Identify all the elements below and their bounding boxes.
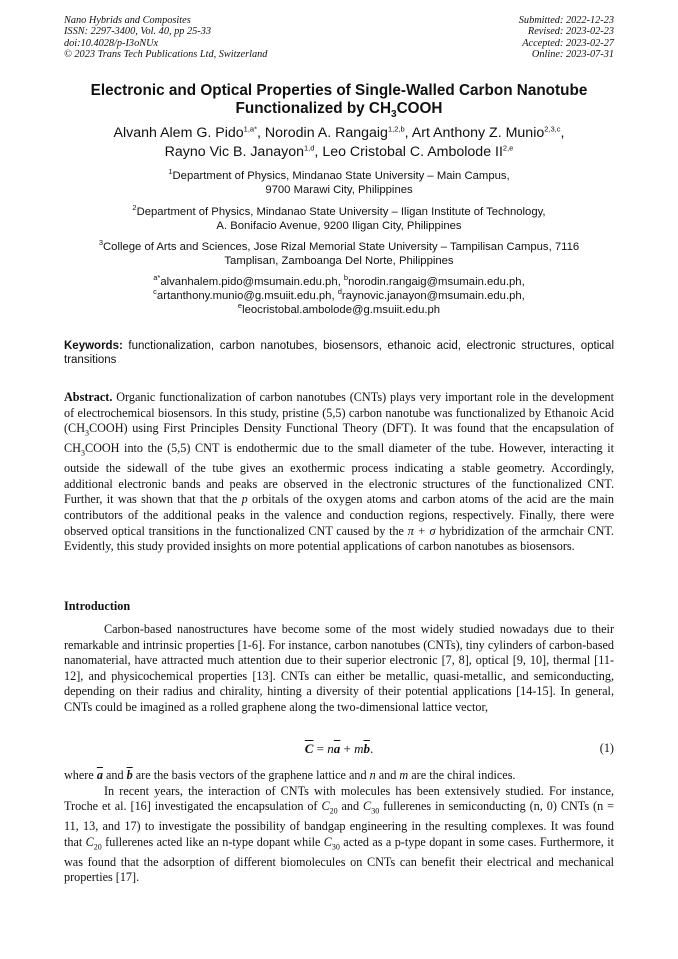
- intro-paragraph-1: Carbon-based nanostructures have become some of the most widely studied nowadays due to their remarkable and intrinsic properties [1-6]. For instance, carbon nanotubes (CNTs), tiny cylinders of carbon-based nanomaterial, have attracted much attention due to their superior electronic [7, 8], optical [9, 10], thermal [11-12], and physicochemical properties [13]. CNTs can either be metallic, quasi-metallic, and semiconducting, depending on their radius and chirality, hinting a diversity of their potential applications [14-15]. In general, CNTs could be imagined as a rolled graphene along the two-dimensional lattice vector,: [64, 622, 614, 714]
- abstract: [64, 390, 614, 555]
- title-text-end: COOH: [396, 100, 443, 117]
- author-name: Norodin A. Rangaig: [264, 125, 388, 141]
- abstract-math: π + σ: [407, 523, 436, 538]
- keywords-text: functionalization, carbon nanotubes, biosensors, ethanoic acid, electronic structures, optical transitions: [64, 340, 614, 367]
- text: fullerenes in semiconducting (n, 0) CNTs (n = 11, 13, and 17) to investigate the possibility of bandgap engineering in the resulting complexes. It was found that: [64, 799, 614, 849]
- math-m: m: [399, 768, 409, 782]
- email-line-3: [50, 303, 628, 317]
- equation-period: .: [370, 741, 374, 756]
- email-mark: a*: [153, 273, 161, 283]
- email-link[interactable]: raynovic.janayon@msumain.edu.ph,: [341, 290, 525, 303]
- equation-body: [64, 741, 614, 757]
- email-link[interactable]: leocristobal.ambolode@g.msuiit.edu.ph: [242, 304, 441, 317]
- math-subscript: 30: [371, 806, 380, 816]
- author-affiliation-mark: 1,d: [303, 143, 315, 153]
- author-separator: ,: [257, 125, 265, 141]
- email-link[interactable]: artanthony.munio@g.msuiit.edu.ph,: [156, 290, 338, 303]
- equation-equals: =: [313, 741, 328, 756]
- affiliation-1: [50, 169, 628, 197]
- email-mark: d: [337, 287, 342, 297]
- text: and: [102, 768, 127, 782]
- text: are the chiral indices.: [408, 768, 516, 782]
- author-name: Leo Cristobal C. Ambolode II: [322, 144, 503, 160]
- author-affiliation-mark: 1,a*: [243, 124, 258, 134]
- author-affiliation-mark: 2,e: [502, 143, 514, 153]
- journal-copyright: © 2023 Trans Tech Publications Ltd, Switzerland: [64, 48, 268, 60]
- math-n: n: [369, 768, 376, 782]
- author-separator: ,: [560, 125, 565, 141]
- author-affiliation-mark: 2,3,c: [544, 124, 561, 134]
- abstract-subscript: 3: [85, 428, 89, 438]
- affiliation-2: [50, 205, 628, 233]
- affiliation-mark: 1: [168, 167, 173, 177]
- email-mark: b: [343, 273, 349, 283]
- math-c30: C: [363, 799, 372, 814]
- vector-c: $\overline{C}$: [304, 741, 314, 756]
- abstract-text: Organic functionalization of carbon nanotubes (CNTs) plays very important role in the development of electrochemical biosensors. In this study, pristine (5,5) carbon nanotube was functionalized by Ethanoic Acid (CH: [64, 390, 614, 436]
- affiliation-text: Department of Physics, Mindanao State University – Iligan Institute of Technology,: [136, 206, 546, 218]
- journal-info: [64, 15, 267, 60]
- author-separator: ,: [404, 125, 412, 141]
- vector-a: $\overline{a}$: [333, 741, 341, 756]
- text: and: [375, 768, 400, 782]
- title-line-2: [50, 100, 628, 124]
- author-separator: ,: [314, 144, 323, 160]
- affiliation-mark: 3: [98, 238, 103, 248]
- math-subscript: 20: [329, 806, 338, 816]
- author-affiliation-mark: 1,2,b: [387, 124, 405, 134]
- affiliation-text: Tamplisan, Zamboanga Del Norte, Philippines: [224, 255, 454, 268]
- keywords: [64, 339, 614, 368]
- affiliation-line: [50, 169, 628, 183]
- text: where: [64, 768, 97, 782]
- math-subscript: 30: [331, 842, 340, 852]
- equation-number: (1): [599, 741, 614, 755]
- affiliation-text: A. Bonifacio Avenue, 9200 Iligan City, Philippines: [216, 220, 462, 233]
- journal-name: Nano Hybrids and Composites: [64, 15, 191, 26]
- equation-m: m: [354, 741, 364, 756]
- author-list: [50, 124, 628, 162]
- abstract-text: COOH into the (5,5) CNT is endothermic due to the small diameter of the tube. However, interacting it outside the sidewall of the tube gives an exothermic process indicating a stable geometry. Accordingly, additional electronic bands and peaks are observed in the electronic structures of the functionalized CNT. Further, it was shown that that the: [64, 441, 614, 507]
- equation-n: n: [327, 741, 334, 756]
- title-line-1: Electronic and Optical Properties of Single-Walled Carbon Nanotube: [90, 82, 588, 99]
- title-text: Functionalized by CH: [235, 100, 392, 117]
- vector-a-inline: $\overline{a}$: [96, 768, 103, 782]
- keywords-label: Keywords:: [64, 340, 123, 352]
- author-line-1: [50, 124, 628, 143]
- author-name: Art Anthony Z. Munio: [411, 125, 545, 141]
- math-c20: C: [321, 799, 330, 814]
- affiliation-mark: 2: [132, 203, 137, 213]
- date-submitted: Submitted: 2022-12-23: [518, 15, 614, 26]
- affiliation-line: [50, 240, 628, 254]
- math-subscript: 20: [93, 842, 102, 852]
- date-accepted: Accepted: 2023-02-27: [522, 37, 614, 49]
- affiliation-text: 9700 Marawi City, Philippines: [265, 184, 413, 197]
- affiliation-text: Department of Physics, Mindanao State University – Main Campus,: [172, 170, 510, 182]
- equation-1: [64, 741, 614, 759]
- abstract-text: orbitals of the oxygen atoms and carbon atoms of the acid are the main contributors of the additional peaks in the valence and conduction regions, respectively. Finally, there were observed optical transitions in the functionalized CNT caused by the: [64, 492, 614, 538]
- intro-paragraph-2: [64, 768, 614, 886]
- abstract-subscript: 3: [80, 448, 85, 458]
- affiliation-3: [50, 240, 628, 268]
- vector-b: $\overline{b}$: [363, 741, 370, 756]
- author-emails: [50, 275, 628, 318]
- abstract-italic: p: [241, 492, 248, 507]
- author-line-2: [50, 143, 628, 162]
- math-c20: C: [85, 834, 94, 849]
- affiliation-line: [50, 205, 628, 219]
- text: and: [337, 799, 364, 814]
- journal-doi: doi:10.4028/p-I3oNUx: [64, 37, 159, 49]
- affiliation-text: College of Arts and Sciences, Jose Rizal Memorial State University – Tampilisan Campus, 7116: [103, 241, 580, 253]
- email-mark: e: [237, 301, 243, 311]
- text: are the basis vectors of the graphene lattice and: [132, 768, 370, 782]
- publication-dates: [519, 15, 614, 60]
- abstract-text: COOH) using First Principles Density Functional Theory (DFT). It was found that the encapsulation of CH: [64, 421, 614, 456]
- email-line-2: [50, 289, 628, 303]
- title-subscript: 3: [391, 109, 397, 121]
- where-line: [64, 768, 614, 784]
- date-online: Online: 2023-07-31: [531, 48, 614, 60]
- journal-issn: ISSN: 2297-3400, Vol. 40, pp 25-33: [64, 26, 212, 38]
- math-c30: C: [323, 834, 332, 849]
- email-link[interactable]: norodin.rangaig@msumain.edu.ph,: [348, 276, 525, 288]
- intro-paragraph-3: [64, 784, 614, 886]
- date-revised: Revised: 2023-02-23: [527, 26, 614, 38]
- section-heading-introduction: Introduction: [64, 599, 131, 613]
- equation-plus: +: [340, 741, 355, 756]
- email-mark: c: [153, 287, 157, 297]
- author-name: Alvanh Alem G. Pido: [113, 125, 244, 141]
- text: acted as a p-type dopant in some cases. Furthermore, it was found that the adsorption of different biomolecules on CNTs can benefit their electrical and mechanical properties [17].: [64, 834, 614, 885]
- abstract-label: Abstract.: [64, 390, 113, 404]
- vector-b-inline: $\overline{b}$: [126, 768, 133, 782]
- abstract-text: hybridization of the armchair CNT. Evidently, this study provided insights on more potential applications of carbon nanotubes as biosensors.: [64, 523, 614, 554]
- email-link[interactable]: alvanhalem.pido@msumain.edu.ph,: [160, 276, 344, 288]
- paper-title: [50, 82, 628, 124]
- text: In recent years, the interaction of CNTs with molecules has been extensively studied. For instance, Troche et al. [16] investigated the encapsulation of: [64, 783, 614, 814]
- author-name: Rayno Vic B. Janayon: [164, 144, 304, 160]
- text: fullerenes acted like an n-type dopant while: [101, 834, 324, 849]
